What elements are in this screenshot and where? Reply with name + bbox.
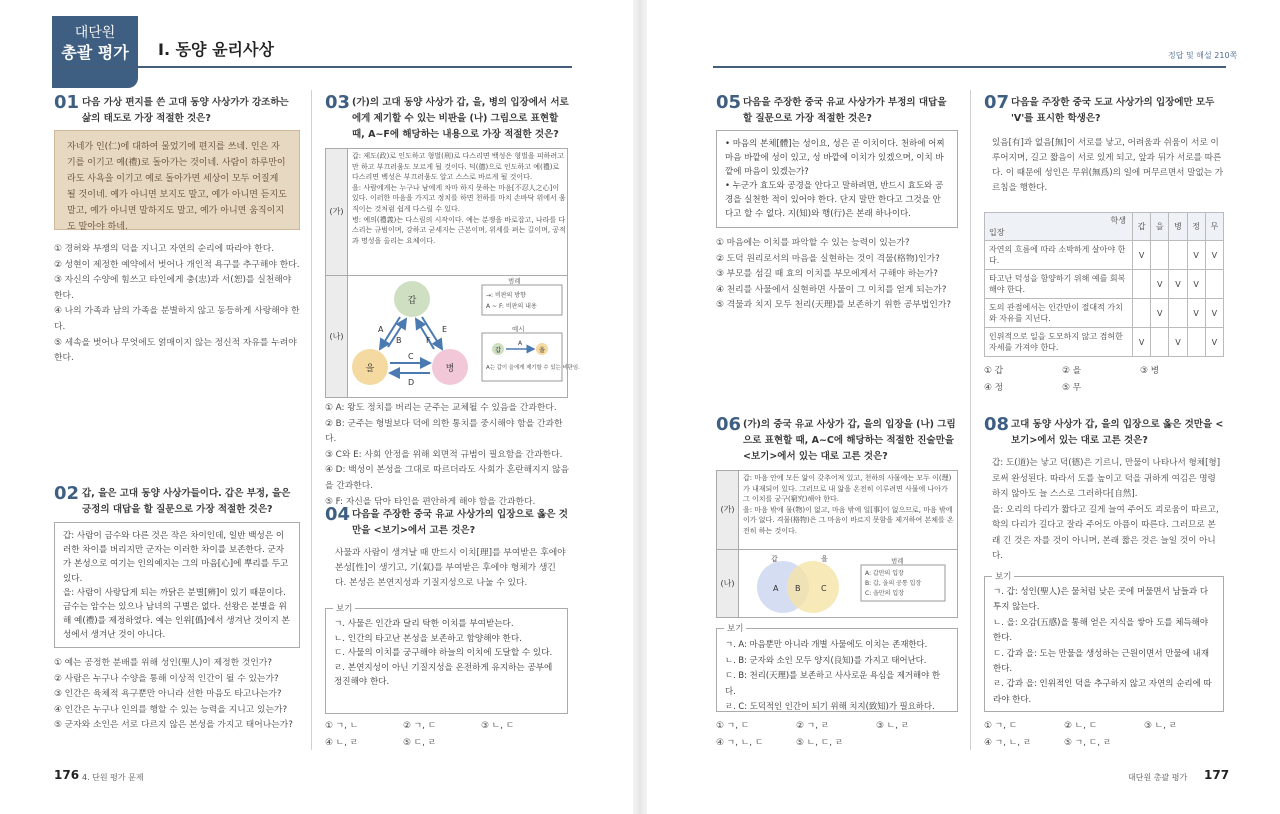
question-text: 다음을 주장한 중국 유교 사상가의 입장으로 옳은 것만을 <보기>에서 고른 것은?: [352, 509, 568, 536]
question-number: 03: [325, 92, 351, 113]
column-divider: [311, 90, 312, 750]
legend-line: B: 갑, 을의 공통 입장: [865, 580, 922, 587]
mark-cell: [1133, 299, 1151, 328]
choice-list: [325, 401, 570, 510]
footer-label-right: 대단원 총괄 평가: [1128, 773, 1188, 782]
column-header: 정: [1187, 213, 1205, 241]
corner-top: 학생: [1110, 216, 1126, 225]
choice[interactable]: ④ ㄱ, ㄴ, ㄷ: [716, 737, 764, 748]
question-text: 다음을 주장한 중국 유교 사상가가 부정의 대답을 할 질문으로 가장 적절한 것은?: [743, 97, 947, 124]
speaker-gap: 갑: 마음 안에 모든 앎이 갖추어져 있고, 천하의 사물에는 모두 이(理)가 내재되어 있다. 그러므로 내 앎을 온전히 이루려면 사물에 나아가 그 이치를 궁구(窮究)해야 한다.: [743, 474, 952, 504]
question-number: 04: [325, 504, 351, 525]
row-label: (나): [326, 276, 348, 397]
edge-label-b: B: [396, 336, 402, 345]
question-number: 01: [54, 92, 80, 113]
choice-list: [54, 242, 300, 367]
example-edge: A: [518, 340, 523, 347]
answer-reference: 정답 및 해설 210쪽: [1168, 51, 1238, 60]
question-text: (가)의 중국 유교 사상가 갑, 을의 입장을 (나) 그림으로 표현할 때, A~C에 해당하는 적절한 진술만을 <보기>에서 있는 대로 고른 것은?: [743, 419, 956, 462]
bullet-item: • 누군가 효도와 공경을 안다고 말하려면, 반드시 효도와 공경을 실천한 적이 있어야 한다. 단지 말만 한다고 그것을 안다고 할 수 없다. 지(知)와 행(行)은 본래 하나이다.: [725, 181, 944, 219]
mark-cell: V: [1187, 270, 1205, 299]
choice[interactable]: ④ 정: [984, 382, 1004, 393]
mark-cell: V: [1205, 299, 1223, 328]
choice[interactable]: ⑤ 세속을 벗어나 무엇에도 얽매이지 않는 정신적 자유를 누려야 한다.: [54, 337, 297, 364]
choice[interactable]: ① ㄱ, ㄴ: [325, 721, 359, 731]
choice[interactable]: ④ 인간은 누구나 인의를 행할 수 있는 능력을 지니고 있는가?: [54, 704, 288, 715]
mark-cell: V: [1205, 328, 1223, 357]
bogi-item: ㄱ. 사물은 인간과 달리 탁한 이치를 부여받는다.: [334, 619, 514, 629]
edge-label-f: F: [426, 336, 431, 345]
choice[interactable]: ③ ㄴ, ㄷ: [481, 721, 515, 731]
mark-cell: V: [1187, 241, 1205, 270]
table-row: [985, 299, 1224, 328]
example-title: 예시: [512, 325, 525, 333]
choice[interactable]: ④ ㄴ, ㄹ: [325, 737, 359, 748]
legend-title: 범례: [508, 277, 521, 285]
legend-title: 범례: [891, 557, 904, 565]
table-row: [985, 241, 1224, 270]
choice[interactable]: ① 갑: [984, 366, 1004, 376]
speaker-gap: 갑: 사람이 금수와 다른 것은 작은 차이인데, 일반 백성은 이러한 차이를 버리지만 군자는 이러한 차이를 보존한다. 군자가 본성으로 여기는 인의예지는 그의 마음[心]에 뿌리를 두고 있다.: [63, 531, 289, 584]
speaker-eul: 을: 사람이 사랑답게 되는 까닭은 분별[辨]이 있기 때문이다. 금수는 암수는 있으나 남녀의 구별은 없다. 선왕은 분별을 위해 예(禮)를 제정하였다. 예는 인위[僞]에서 생겨난 것이지 본성에서 생겨난 것이 아니다.: [63, 587, 290, 641]
choice[interactable]: ⑤ 격물과 치지 모두 천리(天理)를 보존하기 위한 공부법인가?: [716, 300, 952, 311]
choice[interactable]: ② 을: [1062, 366, 1082, 376]
speaker-gap: 갑: 도(道)는 낳고 덕(德)은 기르니, 만물이 나타나서 형체[형]로써 완성된다. 따라서 도를 높이고 덕을 귀하게 여김은 명령하지 않아도 늘 스스로 그러하다[自然].: [992, 458, 1221, 499]
choice-list: [325, 718, 570, 751]
choice[interactable]: ⑤ ㄱ, ㄷ, ㄹ: [1064, 737, 1112, 748]
table-row: [985, 328, 1224, 357]
bogi-item: ㄹ. 갑과 을: 인위적인 덕을 추구하지 않고 자연의 순리에 따라야 한다.: [993, 679, 1212, 705]
choice[interactable]: ② ㄱ, ㄹ: [796, 721, 830, 731]
choice[interactable]: ④ ㄱ, ㄴ, ㄹ: [984, 737, 1032, 748]
bogi-item: ㄱ. A: 마음뿐만 아니라 개별 사물에도 이치는 존재한다.: [725, 639, 928, 649]
node-gap-label: 갑: [407, 296, 417, 306]
row-text: 도의 관점에서는 인간만이 절대적 가치와 자유를 지닌다.: [985, 299, 1133, 328]
choice[interactable]: ② ㄴ, ㄷ: [1064, 721, 1098, 731]
choice[interactable]: ③ 부모를 섬길 때 효의 이치를 부모에게서 구해야 하는가?: [716, 269, 938, 280]
corner-bottom: 입장: [989, 228, 1005, 237]
unit-badge: [52, 16, 138, 88]
page-number-left: 176: [54, 768, 80, 782]
example-node: 을: [539, 347, 545, 354]
bogi-label: 보기: [333, 602, 355, 614]
venn-region-b: B: [795, 584, 801, 593]
choice[interactable]: ⑤ ㄴ, ㄷ, ㄹ: [796, 737, 844, 748]
node-byeong-label: 병: [445, 364, 455, 374]
header-rule-left: [52, 66, 572, 68]
passage-ga: [743, 473, 955, 537]
question-number: 07: [984, 92, 1010, 113]
row-label: (가): [326, 149, 348, 275]
question-number: 08: [984, 414, 1010, 435]
choice[interactable]: ③ ㄴ, ㄹ: [1144, 721, 1178, 731]
choice[interactable]: ③ 자신의 수양에 힘쓰고 타인에게 충(忠)과 서(恕)를 실천해야 한다.: [54, 275, 292, 301]
speaker-byeong: 병: 예의(禮義)는 다스림의 시작이다. 예는 분쟁을 바로잡고, 나라를 다스리는 규범이며, 강하고 굳세지는 근본이며, 위세를 펴는 길이며, 공적과 명성을 올리는 요체이다.: [352, 215, 566, 245]
choice[interactable]: ① 예는 공정한 분배를 위해 성인(聖人)이 제정한 것인가?: [54, 658, 273, 668]
row-label: (가): [717, 471, 739, 549]
mark-cell: [1151, 328, 1169, 357]
legend-line: C: 을만의 입장: [865, 590, 905, 597]
bogi-item: ㄹ. C: 도덕적인 인간이 되기 위해 치지(致知)가 필요하다.: [725, 701, 935, 712]
choice[interactable]: ③ ㄴ, ㄹ: [876, 721, 910, 731]
venn-region-a: A: [773, 584, 779, 593]
mark-cell: [1133, 270, 1151, 299]
venn-diagram: [741, 551, 957, 617]
choice-list: [984, 363, 1224, 396]
row-text: 인위적으로 일을 도모하지 않고 겸허한 자세를 가져야 한다.: [985, 328, 1133, 357]
mark-cell: [1187, 328, 1205, 357]
column-header: 갑: [1133, 213, 1151, 241]
question-text: 고대 동양 사상가 갑, 을의 입장으로 옳은 것만을 <보기>에서 있는 대로 고른 것은?: [1011, 419, 1224, 446]
passage-ga: [352, 151, 566, 246]
column-header: 을: [1151, 213, 1169, 241]
venn-region-c: C: [821, 584, 827, 593]
column-header: 무: [1205, 213, 1223, 241]
choice[interactable]: ① ㄱ, ㄷ: [984, 721, 1018, 731]
bogi-item: ㄷ. B: 천리(天理)를 보존하고 사사로운 욕심을 제거해야 한다.: [725, 670, 940, 696]
speaker-eul: 을: 오리의 다리가 짧다고 길게 늘여 주어도 괴로움이 따르고, 학의 다리가 길다고 잘라 주어도 아픔이 따른다. 그러므로 본래 긴 것은 자를 것이 아니며, 본래 짧은 것은 늘일 것이 아니다.: [992, 504, 1219, 561]
choice[interactable]: ④ 나의 가족과 남의 가족을 분별하지 않고 동등하게 사랑해야 한다.: [54, 306, 300, 332]
binding-gutter: [633, 0, 647, 814]
unit-badge-line2: 총괄 평가: [61, 43, 129, 62]
bogi-box: [984, 576, 1224, 712]
footer-label-left: 4. 단원 평가 문제: [82, 773, 144, 782]
unit-badge-line1: 대단원: [74, 25, 116, 41]
mark-cell: V: [1169, 270, 1187, 299]
choice[interactable]: ④ 천리를 사물에서 실현하면 사물이 그 이치를 얻게 되는가?: [716, 284, 947, 295]
choice[interactable]: ③ C와 E: 사회 안정을 위해 외면적 규범이 필요함을 간과한다.: [325, 449, 563, 460]
choice[interactable]: ④ D: 백성이 본성을 그대로 따르더라도 사회가 혼란해지지 않음을 간과한다.: [325, 465, 569, 491]
legend-line: →: 비판의 방향: [486, 292, 526, 299]
speaker-eul: 을: 사람에게는 누구나 남에게 차마 하지 못하는 마음[不忍人之心]이 있다. 이러한 마음을 가지고 정치를 하면 천하를 마치 손바닥 위에서 움직이는 것처럼 쉽게 다스릴 수 있다.: [352, 183, 566, 213]
row-text: 타고난 덕성을 함양하기 위해 예를 회복해야 한다.: [985, 270, 1133, 299]
choice[interactable]: ② 사람은 누구나 수양을 통해 이상적 인간이 될 수 있는가?: [54, 673, 279, 684]
choice[interactable]: ② 도덕 원리로서의 마음을 실현하는 것이 격물(格物)인가?: [716, 253, 940, 264]
mark-cell: V: [1133, 241, 1151, 270]
question-text: 다음을 주장한 중국 도교 사상가의 입장에만 모두 'V'를 표시한 학생은?: [1011, 97, 1215, 124]
choice[interactable]: ③ 병: [1140, 366, 1160, 376]
choice[interactable]: ① ㄱ, ㄷ: [716, 721, 750, 731]
choice-list: [716, 718, 961, 751]
question-number: 06: [716, 414, 742, 435]
question-text: (가)의 고대 동양 사상가 갑, 을, 병의 입장에서 서로에게 제기할 수 있는 비판을 (나) 그림으로 표현할 때, A~F에 해당하는 내용으로 가장 적절한 것은?: [352, 97, 569, 140]
legend-line: A: 갑만의 입장: [865, 570, 904, 577]
venn-right-label: 을: [821, 555, 828, 563]
mark-cell: V: [1151, 270, 1169, 299]
mark-cell: V: [1205, 241, 1223, 270]
edge-label-a: A: [378, 325, 384, 334]
edge-label-e: E: [442, 325, 448, 334]
choice-list: [984, 718, 1229, 751]
choice[interactable]: ⑤ 무: [1062, 382, 1082, 393]
passage-table: [325, 148, 580, 398]
bogi-label: 보기: [724, 622, 746, 634]
quote-box: [716, 130, 958, 228]
bogi-box: [325, 608, 568, 714]
mark-cell: V: [1169, 328, 1187, 357]
choice[interactable]: ② ㄱ, ㄷ: [403, 721, 437, 731]
bogi-item: ㄹ. 본연지성이 아닌 기질지성을 온전하게 유지하는 공부에 정진해야 한다.: [334, 662, 553, 688]
choice[interactable]: ⑤ ㄷ, ㄹ: [403, 737, 437, 748]
example-node: 갑: [495, 347, 501, 354]
edge-label-d: D: [408, 378, 415, 387]
bogi-item: ㄴ. B: 군자와 소인 모두 양지(良知)를 가지고 태어난다.: [725, 654, 927, 665]
bogi-item: ㄴ. 을: 오감(五感)을 통해 얻은 지식을 쌓아 도를 체득해야 한다.: [993, 617, 1209, 644]
choice[interactable]: ⑤ 군자와 소인은 서로 다르지 않은 본성을 가지고 태어나는가?: [54, 720, 293, 731]
question-text: 갑, 을은 고대 동양 사상가들이다. 갑은 부정, 을은 긍정의 대답을 할 질문으로 가장 적절한 것은?: [82, 488, 291, 515]
venn-left-label: 갑: [771, 555, 778, 563]
choice[interactable]: ③ 인간은 육체적 욕구뿐만 아니라 선한 마음도 타고나는가?: [54, 689, 282, 700]
legend-line: A ~ F: 비판의 내용: [486, 303, 537, 310]
passage: 있음[有]과 없음[無]이 서로를 낳고, 어려움과 쉬움이 서로 이루어지며, 길고 짧음이 서로 있게 되고, 앞과 뒤가 서로를 따른다. 이 때문에 성인은 무위(無爲)의 일에 머무르면서 말없는 가르침을 행한다.: [992, 138, 1224, 193]
bogi-item: ㄷ. 갑과 을: 도는 만물을 생성하는 근원이면서 만물에 내재한다.: [993, 648, 1210, 675]
speaker-eul: 을: 마음 밖에 물(物)이 없고, 마음 밖에 일[事]이 없으므로, 마음 밖에 이가 없다. 격물(格物)은 그 마음이 바르지 못함을 제거하여 본체를 온전히 하는 것이다.: [743, 505, 954, 535]
mark-cell: V: [1151, 299, 1169, 328]
critique-diagram: [350, 277, 580, 395]
row-text: 자연의 흐름에 따라 소박하게 살아야 한다.: [985, 241, 1133, 270]
question-text: 다음 가상 편지를 쓴 고대 동양 사상가가 강조하는 삶의 태도로 가장 적절한 것은?: [82, 97, 289, 124]
bogi-item: ㄴ. 인간의 타고난 본성을 보존하고 함양해야 한다.: [334, 633, 522, 644]
node-eul-label: 을: [365, 364, 375, 374]
row-label: (나): [717, 550, 739, 617]
chapter-title: Ⅰ. 동양 윤리사상: [158, 40, 274, 59]
mark-cell: [1151, 241, 1169, 270]
student-table: [984, 212, 1224, 357]
example-description: A는 갑이 을에게 제기할 수 있는 비판임.: [486, 365, 580, 371]
page-number-right: 177: [1204, 768, 1230, 782]
table-row: [985, 270, 1224, 299]
choice-list: [716, 236, 958, 314]
choice[interactable]: ① 경허와 부쟁의 덕을 지니고 자연의 순리에 따라야 한다.: [54, 244, 275, 254]
edge-label-c: C: [408, 352, 414, 361]
bogi-box: [716, 628, 958, 712]
quote-box: [54, 522, 300, 648]
question-number: 05: [716, 92, 742, 113]
column-header: 병: [1169, 213, 1187, 241]
mark-cell: [1169, 241, 1187, 270]
mark-cell: [1169, 299, 1187, 328]
choice[interactable]: ⑤ F: 자신을 닦아 타인을 편안하게 해야 함을 간과한다.: [325, 496, 536, 507]
passage: [992, 456, 1224, 565]
bogi-label: 보기: [992, 570, 1014, 582]
choice[interactable]: ① 마음에는 이치를 파악할 수 있는 능력이 있는가?: [716, 238, 910, 248]
passage: 사물과 사람이 생겨날 때 반드시 이치[理]를 부여받은 후에야 본성[性]이 생기고, 기(氣)를 부여받은 후에야 형체가 생긴다. 본성은 본연지성과 기질지성으로 나눌 수 있다.: [335, 548, 566, 588]
mark-cell: V: [1133, 328, 1151, 357]
passage-table: [716, 470, 958, 618]
speaker-gap: 갑: 제도(政)로 인도하고 형벌(刑)로 다스리면 백성은 형벌을 피하려고만 하고 부끄러움도 모르게 될 것이다. 덕(德)으로 인도하고 예(禮)로 다스리면 백성은 부끄러움도 알고 스스로 바르게 될 것이다.: [352, 152, 564, 182]
choice-list: [54, 656, 300, 734]
bogi-item: ㄱ. 갑: 성인(聖人)은 물처럼 낮은 곳에 머물면서 남들과 다투지 않는다.: [993, 587, 1209, 613]
header-rule-right: [713, 66, 1226, 68]
choice[interactable]: ② 성현이 제정한 예약에서 벗어나 개인적 욕구를 추구해야 한다.: [54, 259, 300, 270]
choice[interactable]: ① A: 왕도 정치를 버리는 군주는 교체될 수 있음을 간과한다.: [325, 403, 557, 413]
mark-cell: V: [1187, 299, 1205, 328]
letter-passage: 자네가 인(仁)에 대하여 물었기에 편지를 쓰네. 인은 자기를 이기고 예(禮)로 돌아가는 것이네. 사람이 하루만이라도 사욕을 이기고 예로 돌아가면 세상이 모두 어질게 될 것이네. 예가 아니면 보지도 말고, 예가 아니면 듣지도 말고, 예가 아니면 말하지도 말고, 예가 아니면 움직이지도 말아야 하네.: [54, 130, 300, 230]
table-corner: [985, 213, 1133, 241]
choice[interactable]: ② B: 군주는 형벌보다 덕에 의한 통치를 중시해야 함을 간과한다.: [325, 418, 563, 445]
question-number: 02: [54, 483, 80, 504]
column-divider: [970, 90, 971, 750]
bogi-item: ㄷ. 사물의 이치를 궁구해야 하늘의 이치에 도달할 수 있다.: [334, 648, 553, 659]
bullet-item: • 마음의 본체[體]는 성이요, 성은 곧 이치이다. 천하에 어찌 마음 바깥에 성이 있고, 성 바깥에 이치가 있겠으며, 이치 바깥에 마음이 있겠는가?: [725, 139, 945, 177]
mark-cell: [1205, 270, 1223, 299]
